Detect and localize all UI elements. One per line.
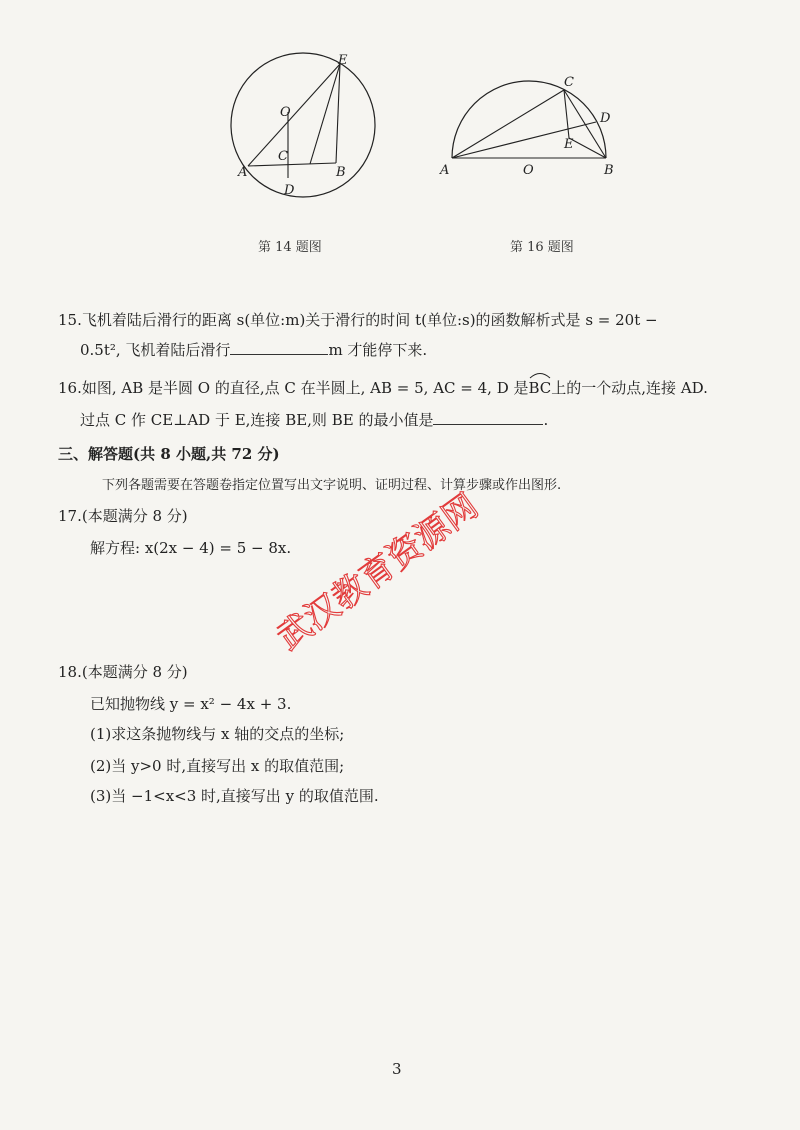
page-number: 3 [392, 1060, 402, 1078]
q16-arc-bc [529, 378, 552, 398]
fig14-label-e: E [338, 53, 348, 68]
fig14-line-ce [310, 64, 340, 164]
fig14-label-d: D [284, 183, 295, 198]
q15-line1: 15.飞机着陆后滑行的距离 s(单位:m)关于滑行的时间 t(单位:s)的函数解析式是 s = 20t − [58, 311, 658, 329]
fig16-line-ad [452, 122, 596, 158]
q16-line1-before: 16.如图, AB 是半圆 O 的直径,点 C 在半圆上, AB = 5, AC = 4, D 是 [58, 379, 529, 397]
q16-arc-label: BC [528, 379, 552, 397]
q17-header: 17.(本题满分 8 分) [58, 507, 188, 525]
q18-intro: 已知抛物线 y = x² − 4x + 3. [90, 695, 292, 713]
fig14-label-a: A [238, 165, 248, 180]
fig14-circle [231, 53, 375, 197]
figure-14 [218, 50, 378, 210]
fig16-label-e: E [564, 137, 574, 152]
fig14-line-ae [248, 64, 340, 166]
q18-part3: (3)当 −1<x<3 时,直接写出 y 的取值范围. [90, 787, 379, 805]
q16-line1 [58, 378, 708, 398]
fig16-label-o: O [523, 163, 534, 178]
fig14-line-ab [248, 163, 336, 166]
q18-part1: (1)求这条抛物线与 x 轴的交点的坐标; [90, 725, 345, 743]
fig16-label-d: D [600, 111, 611, 126]
watermark-text: 武汉教育资源网 [269, 486, 486, 659]
fig14-label-o: O [280, 105, 291, 120]
fig14-caption: 第 14 题图 [258, 240, 322, 255]
q15-line2-after: m 才能停下来. [328, 341, 428, 359]
fig16-semicircle [452, 81, 606, 158]
q16-line2-after: . [543, 411, 549, 429]
q18-header: 18.(本题满分 8 分) [58, 663, 188, 681]
fig14-label-c: C [278, 149, 288, 164]
q16-line2 [80, 410, 548, 430]
fig16-caption: 第 16 题图 [510, 240, 574, 255]
watermark [268, 446, 558, 666]
q15-line2 [80, 340, 427, 360]
fig16-label-a: A [440, 163, 450, 178]
fig14-label-b: B [336, 165, 346, 180]
fig16-label-b: B [604, 163, 614, 178]
q16-answer-blank[interactable] [433, 410, 543, 425]
q17-body: 解方程: x(2x − 4) = 5 − 8x. [90, 539, 292, 557]
fig16-label-c: C [564, 75, 574, 90]
section3-instruction: 下列各题需要在答题卷指定位置写出文字说明、证明过程、计算步骤或作出图形. [102, 478, 562, 493]
q16-line2-before: 过点 C 作 CE⊥AD 于 E,连接 BE,则 BE 的最小值是 [80, 411, 434, 429]
fig14-line-be [336, 64, 340, 163]
q18-part2: (2)当 y>0 时,直接写出 x 的取值范围; [90, 757, 345, 775]
figure-16 [434, 70, 634, 185]
fig16-line-ac [452, 90, 564, 158]
section3-title: 三、解答题(共 8 小题,共 72 分) [58, 445, 280, 463]
q15-line2-before: 0.5t², 飞机着陆后滑行 [80, 341, 231, 359]
q15-answer-blank[interactable] [230, 340, 328, 355]
q16-line1-after: 上的一个动点,连接 AD. [551, 379, 708, 397]
